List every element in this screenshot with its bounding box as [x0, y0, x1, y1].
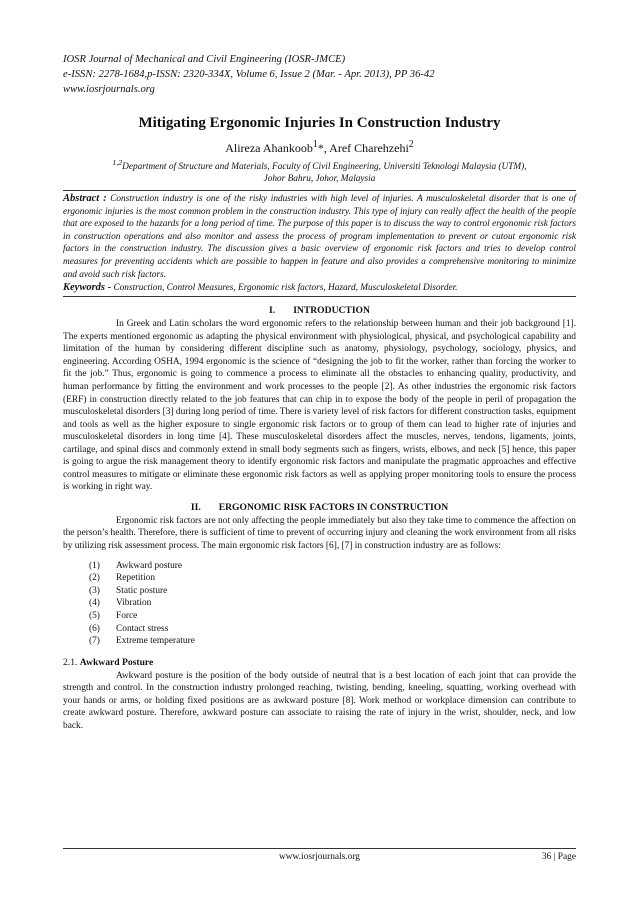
affiliation-line-1: Department of Structure and Materials, Faculty of Civil Engineering, Universiti Teknologi Malaysia (UTM), — [122, 162, 527, 173]
abstract-divider — [63, 296, 576, 297]
abstract-text: Construction industry is one of the risky industries with high level of injuries. A musculoskeletal disorder that is one of ergonomic injuries is the most common problem in the construction industry. This type of injury can really affect the health of the people that are exposed to the hazards for a long period of time. The purpose of this paper is to discuss the way to control ergonomic risk factors in construction operations and also monitor and assess the process of program implementation to prevent or cutout ergonomic risk factors in the construction industry. The discussion gives a basic overview of ergonomic risk factors and tries to develop control measures for preventing accidents which are possible to happen in feature and also provides a comprehensive monitoring to minimize and avoid such risk factors. — [63, 194, 576, 280]
keywords-label: Keywords - — [63, 282, 112, 294]
list-item: (6) Contact stress — [89, 623, 169, 634]
list-item: (1) Awkward posture — [89, 560, 183, 571]
paper-title: Mitigating Ergonomic Injuries In Construction Industry — [138, 115, 501, 131]
section-2-title: ERGONOMIC RISK FACTORS IN CONSTRUCTION — [218, 501, 449, 513]
affiliation-line-2: Johor Bahru, Johor, Malaysia — [263, 174, 376, 185]
journal-name: IOSR Journal of Mechanical and Civil Engineering (IOSR-JMCE) — [63, 54, 346, 65]
list-item: (4) Vibration — [89, 598, 152, 609]
keywords-text: Construction, Control Measures, Ergonomic risk factors, Hazard, Musculoskeletal Disorder. — [113, 283, 458, 294]
subsection-paragraph: Awkward posture is the position of the body outside of neutral that is a best location of each joint that can provide the strength and control. In the construction industry prolonged reaching, twisting, bending, kneeling, squatting, working overhead with your hands or arms, or holding fixed positions are as awkward posture [8]. Work method or workplace dimension can contribute to create awkward posture. Therefore, awkward posture can associate to raising the rate of injury in the wrist, shoulder, neck, and low back. — [63, 670, 576, 731]
section-2-heading — [63, 501, 576, 514]
author-1: Alireza Ahankoob — [225, 141, 313, 155]
subsection-title: Awkward Posture — [79, 656, 154, 668]
list-item: (7) Extreme temperature — [89, 636, 195, 647]
section-2-number: II. — [190, 501, 201, 513]
subsection-heading — [63, 657, 576, 669]
section-1-heading — [63, 304, 576, 317]
section-2-paragraph: Ergonomic risk factors are not only affecting the people immediately but also they take time to commence the affection on the person’s health. Therefore, there is sufficient of time to prevent of occurring injury and cleaning the work environment from all risks by utilizing risk assessment process. The main ergonomic risk factors [6], [7] in construction industry are as follows: — [63, 515, 576, 551]
author-1-sup: 1 — [312, 139, 318, 150]
author-2-sup: 2 — [408, 139, 414, 150]
footer-divider — [63, 848, 576, 849]
author-list — [63, 137, 576, 156]
abstract-label: Abstract : — [63, 193, 107, 205]
journal-header — [63, 52, 576, 97]
section-1-number: I. — [269, 305, 276, 317]
header-divider — [63, 190, 576, 191]
journal-website: www.iosrjournals.org — [63, 84, 155, 95]
paper-page — [63, 52, 576, 732]
list-item: (5) Force — [89, 610, 138, 621]
keywords — [63, 281, 576, 295]
risk-factor-list — [89, 560, 576, 648]
list-item: (2) Repetition — [89, 573, 156, 584]
abstract — [63, 193, 576, 281]
list-item: (3) Static posture — [89, 585, 168, 596]
page-number: 36 | Page — [541, 852, 576, 862]
author-2: *, Aref Charehzehi — [317, 141, 409, 155]
affiliation-sup: 1,2 — [112, 158, 123, 167]
affiliation — [63, 157, 576, 185]
footer-website: www.iosrjournals.org — [279, 852, 360, 862]
section-1-title: INTRODUCTION — [293, 305, 370, 317]
section-1-paragraph: In Greek and Latin scholars the word ergonomic refers to the relationship between human and their job background [1]. The experts mentioned ergonomic as adapting the physical environment with physiological, physical, and psychological capability and limitation of the human by considering different discipline such as anatomy, physiology, psychology, sociology, physics, and engineering. According OSHA, 1994 ergonomic is the science of “designing the job to fit the worker, rather than forcing the worker to fit the job.” Thus, ergonomic is going to commence a process to eliminate all the obstacles to enhancing quality, productivity, and human performance by fitting the environment and work processes to the people [2]. As other industries the ergonomic risk factors (ERF) in construction directly related to the job features that can chip in to expose the body of the people in peril of propagation the musculoskeletal disorders [3] during long period of time. There is variety level of risk factors for different construction tasks, equipment and tools as well as the higher exposure to single ergonomic risk factors or to group of them can lead to higher rate of injuries and musculoskeletal disorders in long time [4]. These musculoskeletal disorders affect the muscles, nerves, tendons, ligaments, joints, cartilage, and spinal discs and commonly extend in small body segments such as fingers, wrists, elbows, and neck [5] hence, this paper is going to argue the risk management theory to identify ergonomic risk factors and manipulate the pragmatic approaches and effective control measures to mitigate or eliminate these ergonomic risk factors as well as applying proper monitoring tools to ensure the process is working in right way. — [63, 319, 576, 493]
journal-issn: e-ISSN: 2278-1684,p-ISSN: 2320-334X, Volume 6, Issue 2 (Mar. - Apr. 2013), PP 36-42 — [63, 69, 435, 80]
subsection-number: 2.1. — [63, 656, 78, 668]
